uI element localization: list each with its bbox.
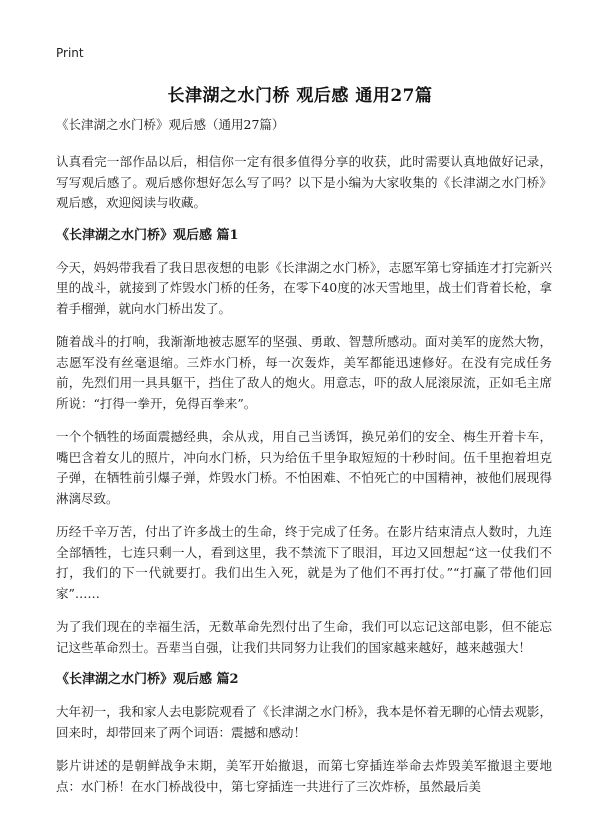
section-heading-2: 《长津湖之水门桥》观后感 篇2 [56, 672, 239, 687]
print-label[interactable]: Print [56, 46, 84, 60]
section-1-paragraph-1: 今天，妈妈带我看了我日思夜想的电影《长津湖之水门桥》，志愿军第七穿插连才打完新兴里的战斗，就接到了炸毁水门桥的任务，在零下40度的冰天雪地里，战士们背着长枪，拿着手榴弹，就向水门桥出发了。 [56, 259, 552, 316]
section-1-paragraph-3: 一个个牺牲的场面震撼经典，余从戎，用自己当诱饵，换兄弟们的安全、梅生开着卡车，嘴巴含着女儿的照片，冲向水门桥，只为给伍千里争取短短的十秒时间。伍千里抱着坦克子弹，在牺牲前引爆子弹，炸毁水门桥。不怕困难、不怕死亡的中国精神，被他们展现得淋漓尽致。 [56, 429, 552, 506]
article-subtitle: 《长津湖之水门桥》观后感（通用27篇） [56, 117, 285, 132]
page-title: 长津湖之水门桥 观后感 通用27篇 [167, 86, 433, 106]
section-2-paragraph-2: 影片讲述的是朝鲜战争末期，美军开始撤退，而第七穿插连举命去炸毁美军撤退主要地点：水门桥！在水门桥战役中，第七穿插连一共进行了三次炸桥，虽然最后美 [56, 758, 552, 794]
section-1-paragraph-5: 为了我们现在的幸福生活，无数革命先烈付出了生命，我们可以忘记这部电影，但不能忘记这些革命烈士。吾辈当自强，让我们共同努力让我们的国家越来越好，越来越强大！ [56, 619, 552, 655]
article-body [56, 116, 552, 810]
section-1-paragraph-4: 历经千辛万苦，付出了许多战士的生命，终于完成了任务。在影片结束清点人数时，九连全部牺牲，七连只剩一人，看到这里，我不禁流下了眼泪，耳边又回想起“这一仗我们不打，我们的下一代就要打。我们出生入死，就是为了他们不再打仗。”“打赢了带他们回家”…… [56, 524, 552, 601]
section-heading-1: 《长津湖之水门桥》观后感 篇1 [56, 227, 239, 243]
section-1-paragraph-2: 随着战斗的打响，我渐渐地被志愿军的坚强、勇敢、智慧所感动。面对美军的庞然大物，志愿军没有丝毫退缩。三炸水门桥，每一次轰炸，美军都能迅速修好。在没有完成任务前，先烈们用一具具躯干，挡住了敌人的炮火。用意志，吓的敌人屁滚尿流，正如毛主席所说：“打得一拳开，免得百拳来”。 [56, 334, 552, 411]
intro-paragraph: 认真看完一部作品以后，相信你一定有很多值得分享的收获，此时需要认真地做好记录，写写观后感了。观后感你想好怎么写了吗？以下是小编为大家收集的《长津湖之水门桥》观后感，欢迎阅读与收藏。 [56, 154, 552, 210]
section-2-paragraph-1: 大年初一，我和家人去电影院观看了《长津湖之水门桥》，我本是怀着无聊的心情去观影，回来时，却带回来了两个词语：震撼和感动！ [56, 704, 552, 740]
